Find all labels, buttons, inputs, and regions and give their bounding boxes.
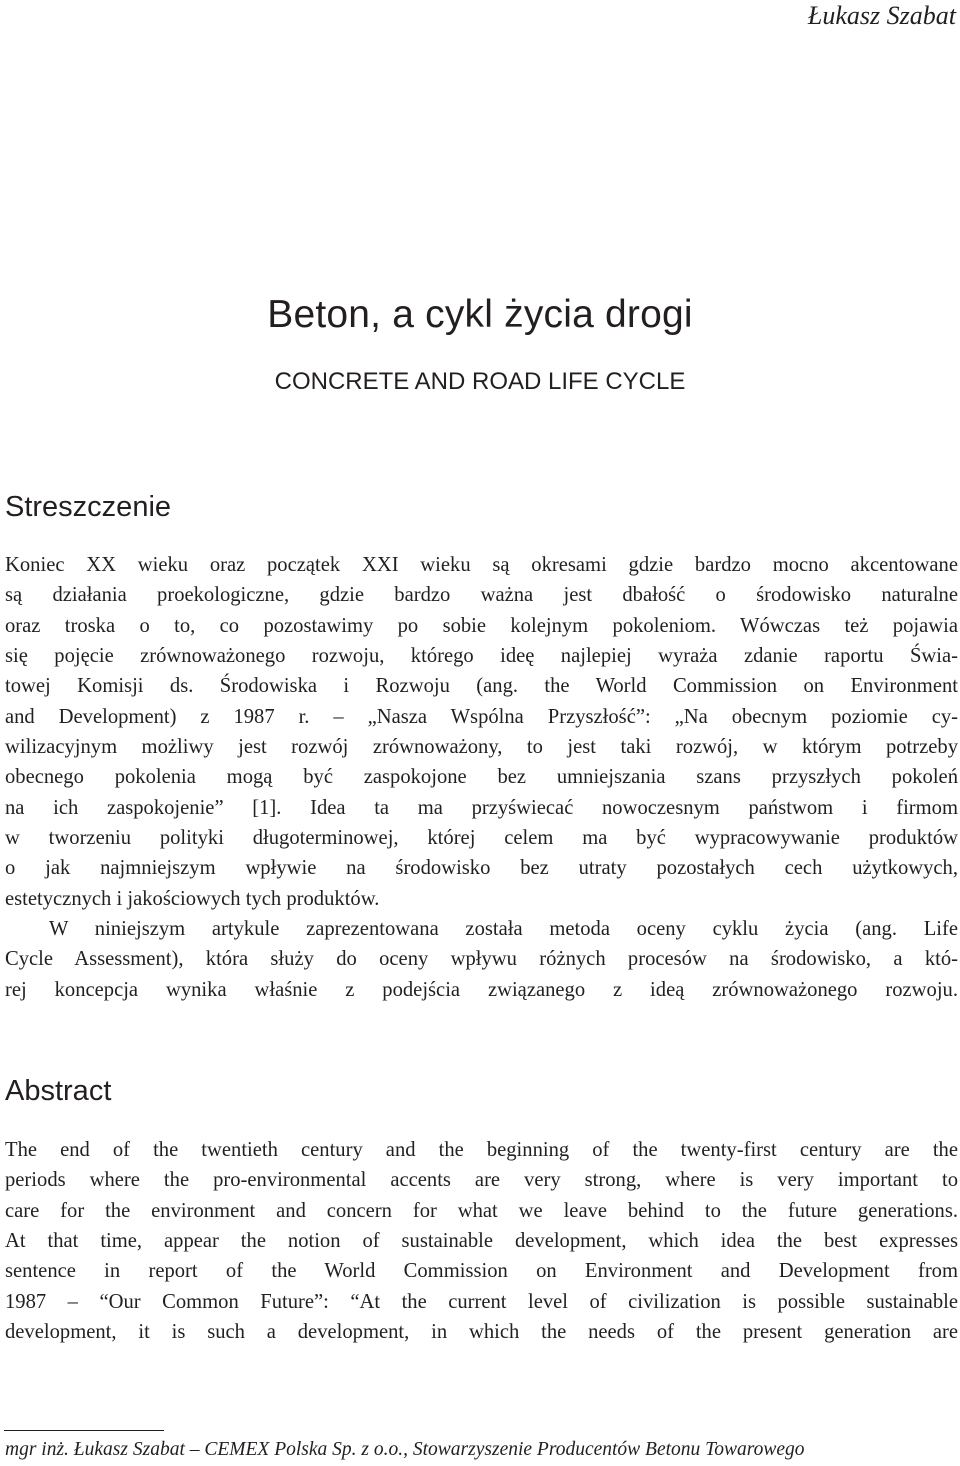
- text-line: At that time, appear the notion of sustainable development, which idea the best expresses: [5, 1230, 958, 1253]
- text-line: obecnego pokolenia mogą być zaspokojone bez umniejszania szans przyszłych pokoleń: [5, 766, 958, 789]
- streszczenie-heading: Streszczenie: [5, 491, 172, 523]
- text-line: Koniec XX wieku oraz początek XXI wieku są okresami gdzie bardzo mocno akcentowane: [5, 554, 958, 576]
- text-line: and Development) z 1987 r. – „Nasza Wspólna Przyszłość”: „Na obecnym poziomie cy-: [5, 705, 958, 728]
- text-line: wilizacyjnym możliwy jest rozwój zrównoważony, to jest taki rozwój, w którym potrzeby: [5, 736, 958, 759]
- streszczenie-body: [5, 550, 958, 1005]
- text-line: rej koncepcja wynika właśnie z podejścia związanego z ideą zrównoważonego rozwoju.: [5, 978, 958, 1001]
- text-line: na ich zaspokojenie” [1]. Idea ta ma przyświecać nowoczesnym państwom i firmom: [5, 796, 958, 819]
- footnote-divider: [4, 1430, 164, 1431]
- text-line: o jak najmniejszym wpływie na środowisko bez utraty pozostałych cech użytkowych,: [5, 857, 958, 880]
- text-line: care for the environment and concern for what we leave behind to the future generations.: [5, 1199, 958, 1222]
- paper-subtitle: CONCRETE AND ROAD LIFE CYCLE: [274, 368, 686, 395]
- text-line: są działania proekologiczne, gdzie bardzo ważna jest dbałość o środowisko naturalne: [5, 584, 958, 607]
- text-line: W niniejszym artykule zaprezentowana została metoda oceny cyklu życia (ang. Life: [49, 918, 958, 941]
- text-line: 1987 – “Our Common Future”: “At the current level of civilization is possible sustainable: [5, 1290, 958, 1313]
- text-line: development, it is such a development, in which the needs of the present generation are: [5, 1321, 958, 1344]
- text-line: periods where the pro-environmental accents are very strong, where is very important to: [5, 1169, 958, 1192]
- text-line: w tworzeniu polityki długoterminowej, której celem ma być wypracowywanie produktów: [5, 827, 958, 850]
- author-affiliation-footnote: mgr inż. Łukasz Szabat – CEMEX Polska Sp. z o.o., Stowarzyszenie Producentów Betonu Towarowego: [5, 1439, 805, 1460]
- text-line: oraz troska o to, co pozostawimy po sobie kolejnym pokoleniom. Wówczas też pojawia: [5, 614, 958, 637]
- abstract-body: [5, 1135, 958, 1347]
- text-line: sentence in report of the World Commission on Environment and Development from: [5, 1260, 958, 1283]
- text-line: Cycle Assessment), która służy do oceny wpływu różnych procesów na środowisko, a któ-: [5, 948, 958, 971]
- abstract-heading: Abstract: [5, 1075, 112, 1107]
- paper-title: Beton, a cykl życia drogi: [267, 293, 693, 336]
- text-line: towej Komisji ds. Środowiska i Rozwoju (ang. the World Commission on Environment: [5, 675, 958, 698]
- text-line: estetycznych i jakościowych tych produktów.: [5, 887, 380, 910]
- text-line: The end of the twentieth century and the beginning of the twenty-first century are the: [5, 1139, 958, 1161]
- text-line: się pojęcie zrównoważonego rozwoju, którego ideę najlepiej wyraża zdanie raportu Świa-: [5, 645, 958, 668]
- running-header-author: Łukasz Szabat: [807, 1, 956, 30]
